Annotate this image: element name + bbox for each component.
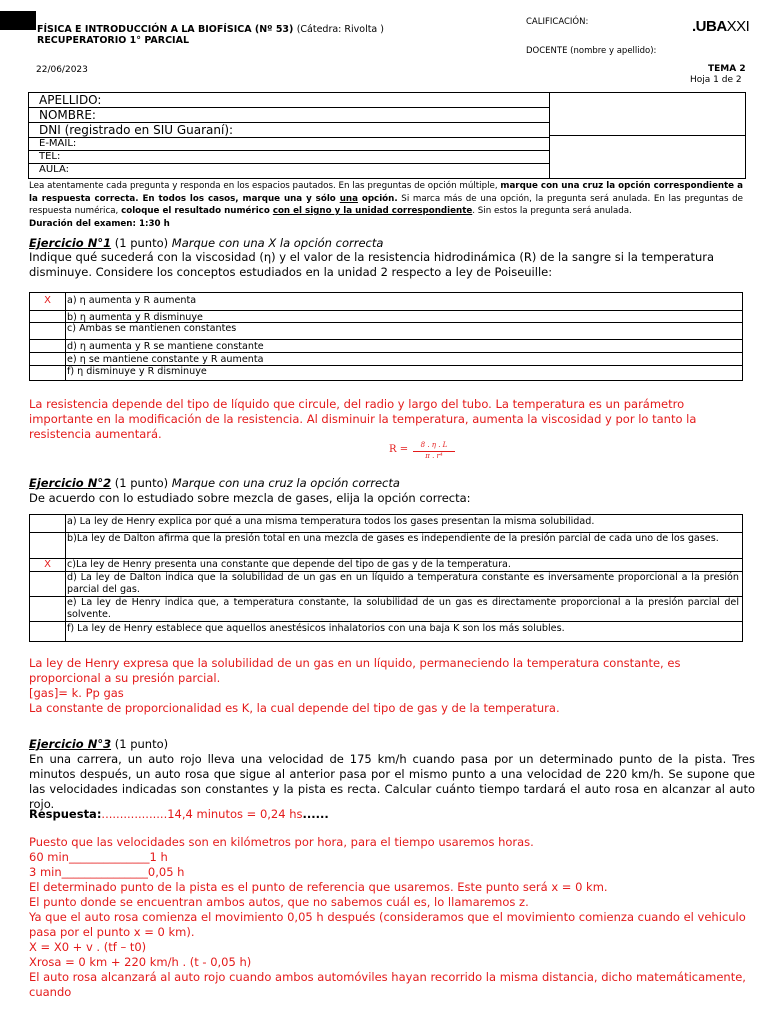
- ex2-mark-e[interactable]: [30, 597, 66, 621]
- exam-subtitle: RECUPERATORIO 1° PARCIAL: [37, 35, 189, 46]
- formula-denominator: π . r⁴: [425, 452, 443, 460]
- header-black-tab: [0, 11, 36, 30]
- ex2-answer: [29, 656, 749, 716]
- ex3-solution: [29, 835, 749, 1000]
- ex1-title: Ejercicio N°1 (1 punto) Marque con una X la opción correcta: [29, 236, 384, 250]
- ex1-mark-d[interactable]: [30, 340, 66, 352]
- ex2-option-e[interactable]: e) La ley de Henry indica que, a temperatura constante, la solubilidad de un gas es directamente proporcional a la presión parcial del solvente.: [30, 597, 742, 622]
- ex2-option-c[interactable]: X c)La ley de Henry presenta una constante que depende del tipo de gas y de la temperatura.: [30, 559, 742, 572]
- ex2-title: Ejercicio N°2 (1 punto) Marque con una cruz la opción correcta: [29, 476, 400, 490]
- student-data-table: [28, 92, 746, 179]
- ex2-mark-a[interactable]: [30, 515, 66, 532]
- ex2-option-b[interactable]: b)La ley de Dalton afirma que la presión total en una mezcla de gases es independiente de la presión parcial de cada uno de los gases.: [30, 533, 742, 559]
- ex2-mark-f[interactable]: [30, 622, 66, 641]
- field-apellido[interactable]: APELLIDO:: [29, 93, 549, 108]
- ex2-options-table: [29, 514, 743, 642]
- ex1-option-e[interactable]: e) η se mantiene constante y R aumenta: [30, 353, 742, 366]
- ex2-option-d[interactable]: d) La ley de Dalton indica que la solubilidad de un gas en un líquido a temperatura constante es inversamente proporcional a la presión parcial del gas.: [30, 572, 742, 597]
- ex1-option-a[interactable]: X a) η aumenta y R aumenta: [30, 293, 742, 311]
- ex1-mark-a[interactable]: X: [30, 293, 66, 310]
- ex2-question: De acuerdo con lo estudiado sobre mezcla de gases, elija la opción correcta:: [29, 491, 471, 505]
- ex1-option-b[interactable]: b) η aumenta y R disminuye: [30, 311, 742, 323]
- formula-lhs: R =: [389, 444, 409, 455]
- poiseuille-formula: [389, 441, 489, 469]
- exam-date: 22/06/2023: [36, 65, 88, 75]
- ex2-answer-henry: La ley de Henry expresa que la solubilidad de un gas en un líquido, permaneciendo la temperatura constante, es proporcional a su presión parcial.: [29, 656, 681, 685]
- field-aula[interactable]: AULA:: [39, 164, 69, 175]
- exam-title: FÍSICA E INTRODUCCIÓN A LA BIOFÍSICA (Nº 53) (Cátedra: Rivolta ): [37, 24, 384, 35]
- ex1-option-c[interactable]: c) Ambas se mantienen constantes: [30, 323, 742, 340]
- ex3-question: En una carrera, un auto rojo lleva una velocidad de 175 km/h cuando pasa por un determinado punto de la pista. Tres minutos después, un auto rosa que sigue al anterior pasa por el mismo punto a una velocidad de 220 km/h. Se supone que las velocidades indicadas son constantes y la pista es recta. Calcular cuánto tiempo tardará el auto rosa en alcanzar al auto rojo.: [29, 752, 755, 811]
- ex3-line: El determinado punto de la pista es el punto de referencia que usaremos. Este punto será x = 0 km.: [29, 880, 608, 894]
- ex2-mark-b[interactable]: [30, 533, 66, 558]
- ex1-mark-b[interactable]: [30, 311, 66, 322]
- ex1-mark-f[interactable]: [30, 366, 66, 380]
- ex1-answer: La resistencia depende del tipo de líquido que circule, del radio y largo del tubo. La temperatura es un parámetro importante en la modificación de la resistencia. Al disminuir la temperatura, aumenta la viscosidad y por lo tanto la resistencia aumentará.: [29, 397, 697, 441]
- ex3-line: Ya que el auto rosa comienza el movimiento 0,05 h después (consideramos que el movimiento comienza cuando el vehiculo pasa por el punto x = 0 km).: [29, 910, 746, 939]
- field-tel[interactable]: TEL:: [29, 151, 549, 164]
- ex1-options-table: [29, 292, 743, 381]
- field-calificacion: CALIFICACIÓN:: [526, 17, 589, 27]
- tema-label: TEMA 2: [708, 64, 746, 74]
- grade-divider: [550, 135, 746, 136]
- ex3-line: Puesto que las velocidades son en kilómetros por hora, para el tiempo usaremos horas.: [29, 835, 534, 849]
- ex1-question: Indique qué sucederá con la viscosidad (η) y el valor de la resistencia hidrodinámica (R) de la sangre si la temperatura disminuye. Considere los conceptos estudiados en la unidad 2 respecto a ley de Poiseuille:: [29, 250, 715, 279]
- instructions: Lea atentamente cada pregunta y responda en los espacios pautados. En las preguntas de opción múltiple, marque con una cruz la opción correspondiente a la respuesta correcta. En todos los casos, marque una y sólo una opción. Si marca más de una opción, la pregunta será anulada. En las preguntas de respuesta numérica, coloque el resultado numérico con el signo y la unidad correspondiente. Sin estos la pregunta será anulada. Duración del examen: 1:30 h: [29, 181, 744, 229]
- ex3-line: 60 min______________1 h: [29, 850, 168, 864]
- field-dni[interactable]: DNI (registrado en SIU Guaraní):: [29, 123, 549, 138]
- uba-xxi-logo: .UBAXXI: [692, 18, 750, 35]
- ex3-respuesta-value[interactable]: 14,4 minutos = 0,24 hs: [167, 807, 303, 821]
- formula-numerator: 8 . η . L: [420, 441, 448, 449]
- ex3-respuesta: Respuesta:..................14,4 minutos = 0,24 hs......: [29, 807, 329, 821]
- ex2-option-f[interactable]: f) La ley de Henry establece que aquellos anestésicos inhalatorios con una baja K son los más solubles.: [30, 622, 742, 641]
- ex2-mark-d[interactable]: [30, 572, 66, 596]
- ex3-line: X = X0 + v . (tf – t0): [29, 940, 147, 954]
- ex3-line: El auto rosa alcanzará al auto rojo cuando ambos automóviles hayan recorrido la misma distancia, dicho matemáticamente, cuando: [29, 970, 746, 999]
- ex2-answer-formula: [gas]= k. Pp gas: [29, 686, 124, 700]
- ex3-line: Xrosa = 0 km + 220 km/h . (t - 0,05 h): [29, 955, 252, 969]
- field-docente: DOCENTE (nombre y apellido):: [526, 46, 657, 56]
- ex2-mark-c[interactable]: X: [30, 559, 66, 571]
- ex3-title: Ejercicio N°3 (1 punto): [29, 737, 169, 751]
- ex1-mark-c[interactable]: [30, 323, 66, 339]
- ex3-line: El punto donde se encuentran ambos autos, que no sabemos cuál es, lo llamaremos z.: [29, 895, 529, 909]
- ex3-line: 3 min_______________0,05 h: [29, 865, 185, 879]
- ex1-option-f[interactable]: f) η disminuye y R disminuye: [30, 366, 742, 380]
- page-count: Hoja 1 de 2: [690, 75, 742, 85]
- ex1-mark-e[interactable]: [30, 353, 66, 365]
- ex2-option-a[interactable]: a) La ley de Henry explica por qué a una misma temperatura todos los gases presentan la misma solubilidad.: [30, 515, 742, 533]
- exam-duration: Duración del examen: 1:30 h: [29, 218, 170, 229]
- ex2-answer-constant: La constante de proporcionalidad es K, la cual depende del tipo de gas y de la temperatura.: [29, 701, 560, 715]
- field-email[interactable]: E-MAIL:: [29, 138, 549, 151]
- field-nombre[interactable]: NOMBRE:: [29, 108, 549, 123]
- student-fields: [29, 93, 550, 178]
- ex1-option-d[interactable]: d) η aumenta y R se mantiene constante: [30, 340, 742, 353]
